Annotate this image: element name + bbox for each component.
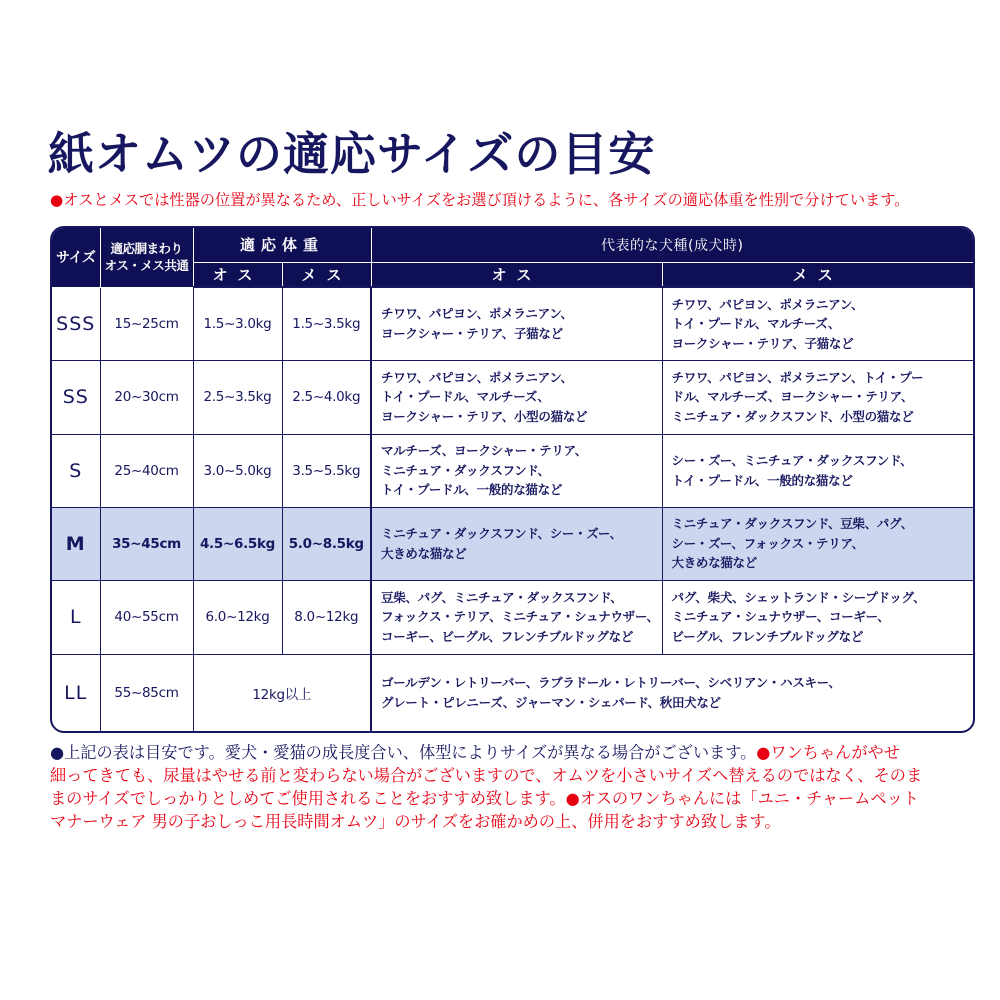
weight-male-cell: 6.0~12kg [193,580,282,654]
weight-female-cell: 1.5~3.5kg [282,287,371,360]
weight-male-cell: 4.5~6.5kg [193,507,282,580]
size-cell: M [52,507,100,580]
breeds-line: コーギー、ビーグル、フレンチブルドッグなど [381,628,634,644]
breeds-line: ドル、マルチーズ、ヨークシャー・テリア、 [671,389,914,405]
header-weight-male: オス [193,262,282,287]
header-breeds-female: メス [662,262,973,287]
breeds-common-cell [371,654,973,731]
weight-female-cell: 8.0~12kg [282,580,371,654]
breeds-line: チワワ、パピヨン、ポメラニアン、 [381,369,573,385]
footer-line-3 [50,787,970,810]
footer-note-male-start: オスのワンちゃんには「ユニ・チャームペット [579,789,919,808]
breeds-male-cell [371,287,662,360]
footer-note-weightloss-end: まのサイズでしっかりとしめてご使用されることをおすすめ致します。 [50,789,566,808]
red-bullet-icon: ● [756,743,771,762]
table-row-ll [52,654,973,731]
breeds-line: ゴールデン・レトリーバー、ラブラドール・レトリーバー、シベリアン・ハスキー、 [381,675,841,691]
size-cell: SS [52,360,100,434]
breeds-line: ヨークシャー・テリア、小型の猫など [381,408,588,424]
weight-female-cell: 5.0~8.5kg [282,507,371,580]
footer-note-weightloss-start: ワンちゃんがやせ [770,743,900,762]
footer-line-1 [50,741,970,764]
weight-female-cell: 2.5~4.0kg [282,360,371,434]
breeds-male-cell [371,580,662,654]
weight-male-cell: 3.0~5.0kg [193,434,282,507]
breeds-line: シー・ズー、フォックス・テリア、 [671,535,864,551]
waist-cell: 35~45cm [100,507,193,580]
breeds-line: ミニチュア・ダックスフンド、 [381,462,550,478]
weight-male-cell: 1.5~3.0kg [193,287,282,360]
breeds-line: ミニチュア・ダックスフンド、シー・ズー、 [381,526,622,541]
breeds-male-cell [371,360,662,434]
breeds-female-cell [662,434,973,507]
table-row-l [52,580,973,654]
footer-notes [50,741,970,833]
size-cell: L [52,580,100,654]
table-row-sss [52,287,973,360]
header-waist-line1: 適応胴まわり [110,241,183,257]
breeds-line: 大きめな猫など [381,545,467,561]
size-guide-table [50,226,975,733]
breeds-female-cell [662,287,973,360]
breeds-line: トイ・プードル、一般的な猫など [671,472,853,488]
header-weight-female: メス [282,262,371,287]
page-title: 紙オムツの適応サイズの目安 [48,127,656,181]
weight-common-cell: 12kg以上 [193,654,371,731]
breeds-line: トイ・プードル、マルチーズ、 [381,389,550,405]
weight-female-cell: 3.5~5.5kg [282,434,371,507]
size-cell: S [52,434,100,507]
breeds-line: チワワ、パピヨン、ポメラニアン、 [381,306,573,322]
waist-cell: 15~25cm [100,287,193,360]
footer-note-guide: 上記の表は目安です。愛犬・愛猫の成長度合い、体型によりサイズが異なる場合がございます。 [64,743,757,762]
breeds-line: シー・ズー、ミニチュア・ダックスフンド、 [671,453,913,468]
gender-size-note-text: オスとメスでは性器の位置が異なるため、正しいサイズをお選び頂けるように、各サイズの適応体重を性別で分けています。 [63,191,910,209]
breeds-line: マルチーズ、ヨークシャー・テリア、 [381,443,587,459]
header-breeds: 代表的な犬種(成犬時) [371,228,973,262]
breeds-line: ヨークシャー・テリア、子猫など [381,325,563,341]
footer-line-4: マナーウェア 男の子おしっこ用長時間オムツ」のサイズをお確かめの上、併用をおすすめ致します。 [50,812,781,831]
waist-cell: 40~55cm [100,580,193,654]
header-waist-line2: オス・メス共通 [104,258,189,274]
breeds-line: 大きめな猫など [671,555,757,571]
table-row-s [52,434,973,507]
breeds-line: チワワ、パピヨン、ポメラニアン、 [671,296,864,312]
navy-bullet-icon: ● [50,743,65,762]
weight-male-cell: 2.5~3.5kg [193,360,282,434]
red-bullet-icon: ● [50,191,64,209]
gender-size-note [50,190,909,210]
table-row-ss [52,360,973,434]
waist-cell: 20~30cm [100,360,193,434]
red-bullet-icon: ● [565,789,580,808]
breeds-line: トイ・プードル、マルチーズ、 [671,316,841,331]
breeds-female-cell [662,507,973,580]
breeds-line: ミニチュア・ダックスフンド、小型の猫など [671,408,914,424]
waist-cell: 55~85cm [100,654,193,731]
waist-cell: 25~40cm [100,434,193,507]
breeds-male-cell [371,434,662,507]
header-weight: 適応体重 [193,228,371,262]
header-waist [100,228,193,287]
breeds-female-cell [662,360,973,434]
size-cell: SSS [52,287,100,360]
breeds-line: ミニチュア・シュナウザー、コーギー、 [671,609,890,625]
header-breeds-male: オス [371,262,662,287]
breeds-line: パグ、柴犬、シェットランド・シープドッグ、 [671,589,926,605]
header-size: サイズ [52,228,100,287]
breeds-line: ミニチュア・ダックスフンド、豆柴、パグ、 [671,516,913,532]
breeds-female-cell [662,580,973,654]
size-cell: LL [52,654,100,731]
breeds-male-cell [371,507,662,580]
breeds-line: フォックス・テリア、ミニチュア・シュナウザー、 [381,609,659,625]
footer-line-2: 細ってきても、尿量はやせる前と変わらない場合がございますので、オムツを小さいサイズへ替えるのではなく、そのま [50,766,923,785]
breeds-line: チワワ、パピヨン、ポメラニアン、トイ・プー [671,369,924,385]
table-row-m [52,507,973,580]
breeds-line: 豆柴、パグ、ミニチュア・ダックスフンド、 [381,589,623,605]
breeds-line: グレート・ピレニーズ、ジャーマン・シェパード、秋田犬など [381,694,721,710]
breeds-line: ビーグル、フレンチブルドッグなど [671,628,864,644]
breeds-line: トイ・プードル、一般的な猫など [381,482,563,498]
breeds-line: ヨークシャー・テリア、子猫など [671,335,854,351]
